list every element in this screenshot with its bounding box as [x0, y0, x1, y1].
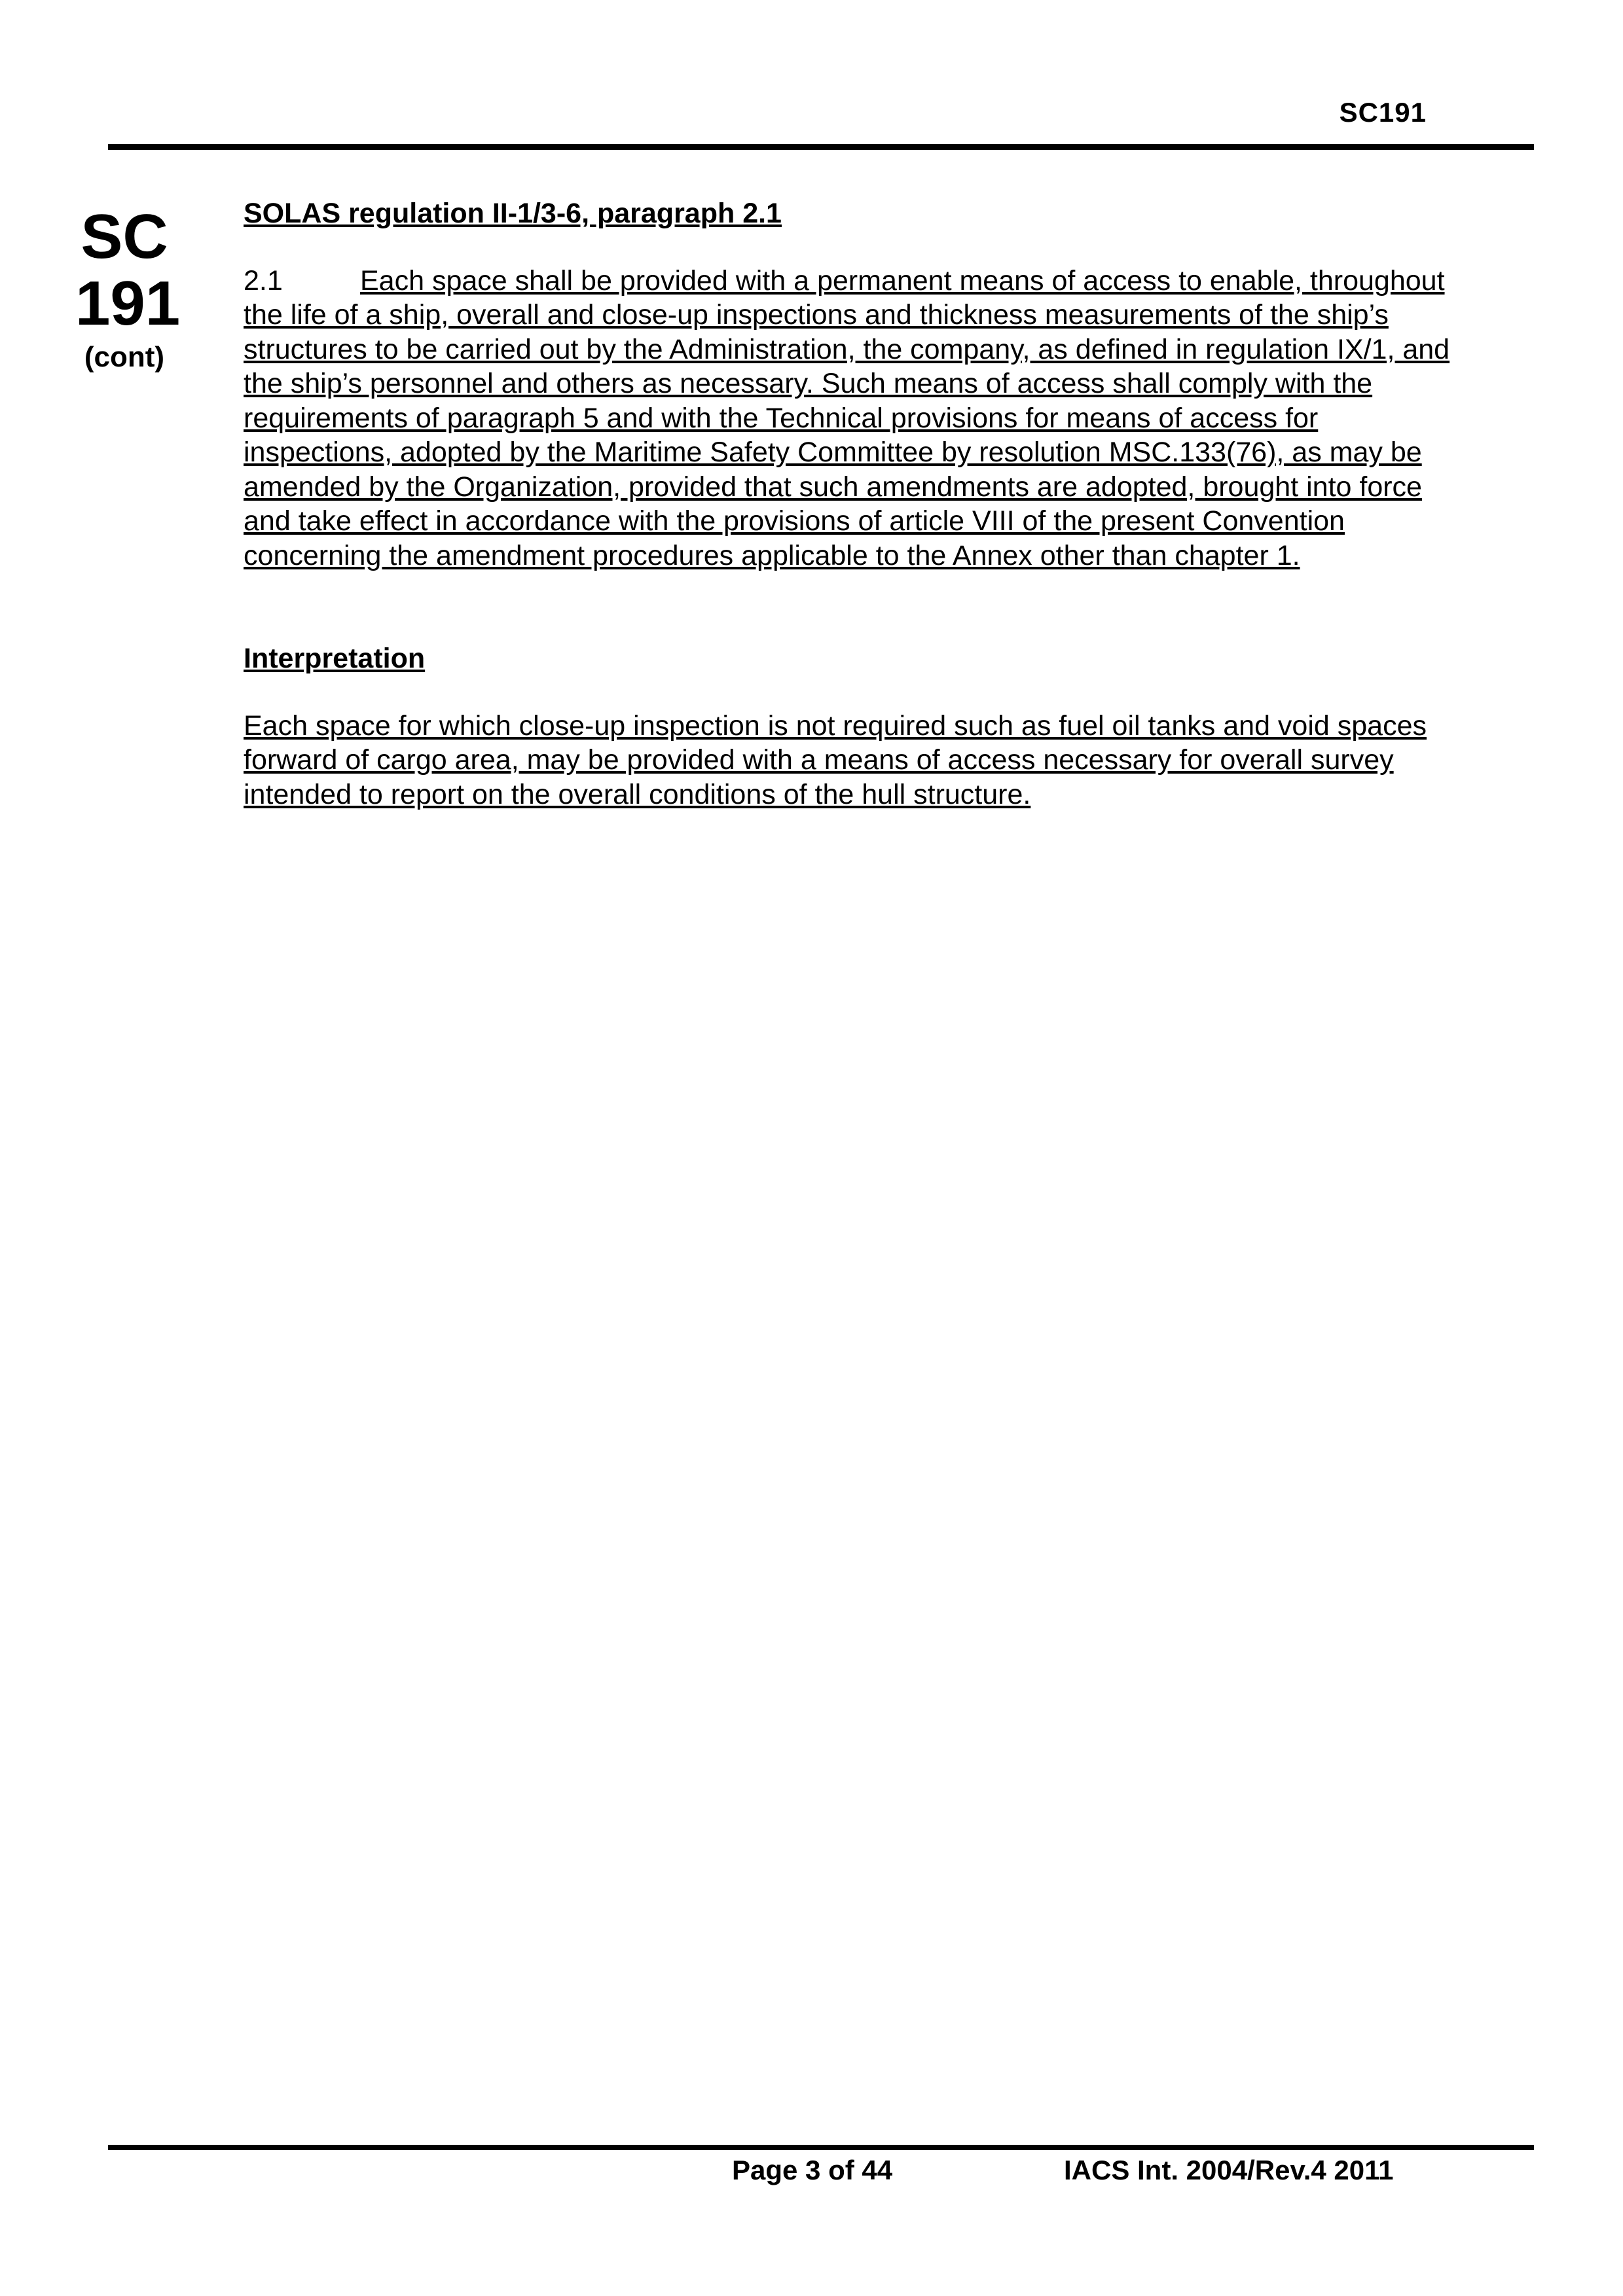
- header-rule: [108, 144, 1534, 150]
- side-code-continued: (cont): [84, 341, 165, 373]
- document-code: SC191: [1339, 97, 1427, 128]
- main-content: [244, 196, 1474, 812]
- section-heading: SOLAS regulation II-1/3-6, paragraph 2.1: [244, 198, 782, 229]
- side-code-prefix: SC: [81, 202, 168, 272]
- side-code-block: [75, 202, 181, 376]
- footer-rule: [108, 2145, 1534, 2150]
- page-number: Page 3 of 44: [732, 2155, 893, 2185]
- regulation-paragraph: [244, 264, 1474, 573]
- paragraph-text: Each space shall be provided with a permanent means of access to enable, throughout the life of a ship, overall and close-up inspections and thickness measurements of the ship’s structures to be carried out by the Administration, the company, as defined in regulation IX/1, and the ship’s personnel and others as necessary. Such means of access shall comply with the requirements of paragraph 5 and with the Technical provisions for means of access for inspections, adopted by the Maritime Safety Committee by resolution MSC.133(76), as may be amended by the Organization, provided that such amendments are adopted, brought into force and take effect in accordance with the provisions of article VIII of the present Convention concerning the amendment procedures applicable to the Annex other than chapter 1.: [244, 264, 1450, 571]
- side-code-number: 191: [75, 268, 181, 338]
- interpretation-heading: Interpretation: [244, 643, 426, 674]
- paragraph-number: 2.1: [244, 264, 283, 296]
- document-reference: IACS Int. 2004/Rev.4 2011: [1064, 2155, 1394, 2185]
- interpretation-text: Each space for which close-up inspection is not required such as fuel oil tanks and void spaces forward of cargo area, may be provided with a means of access necessary for overall survey intended to report on the overall conditions of the hull structure.: [244, 709, 1427, 810]
